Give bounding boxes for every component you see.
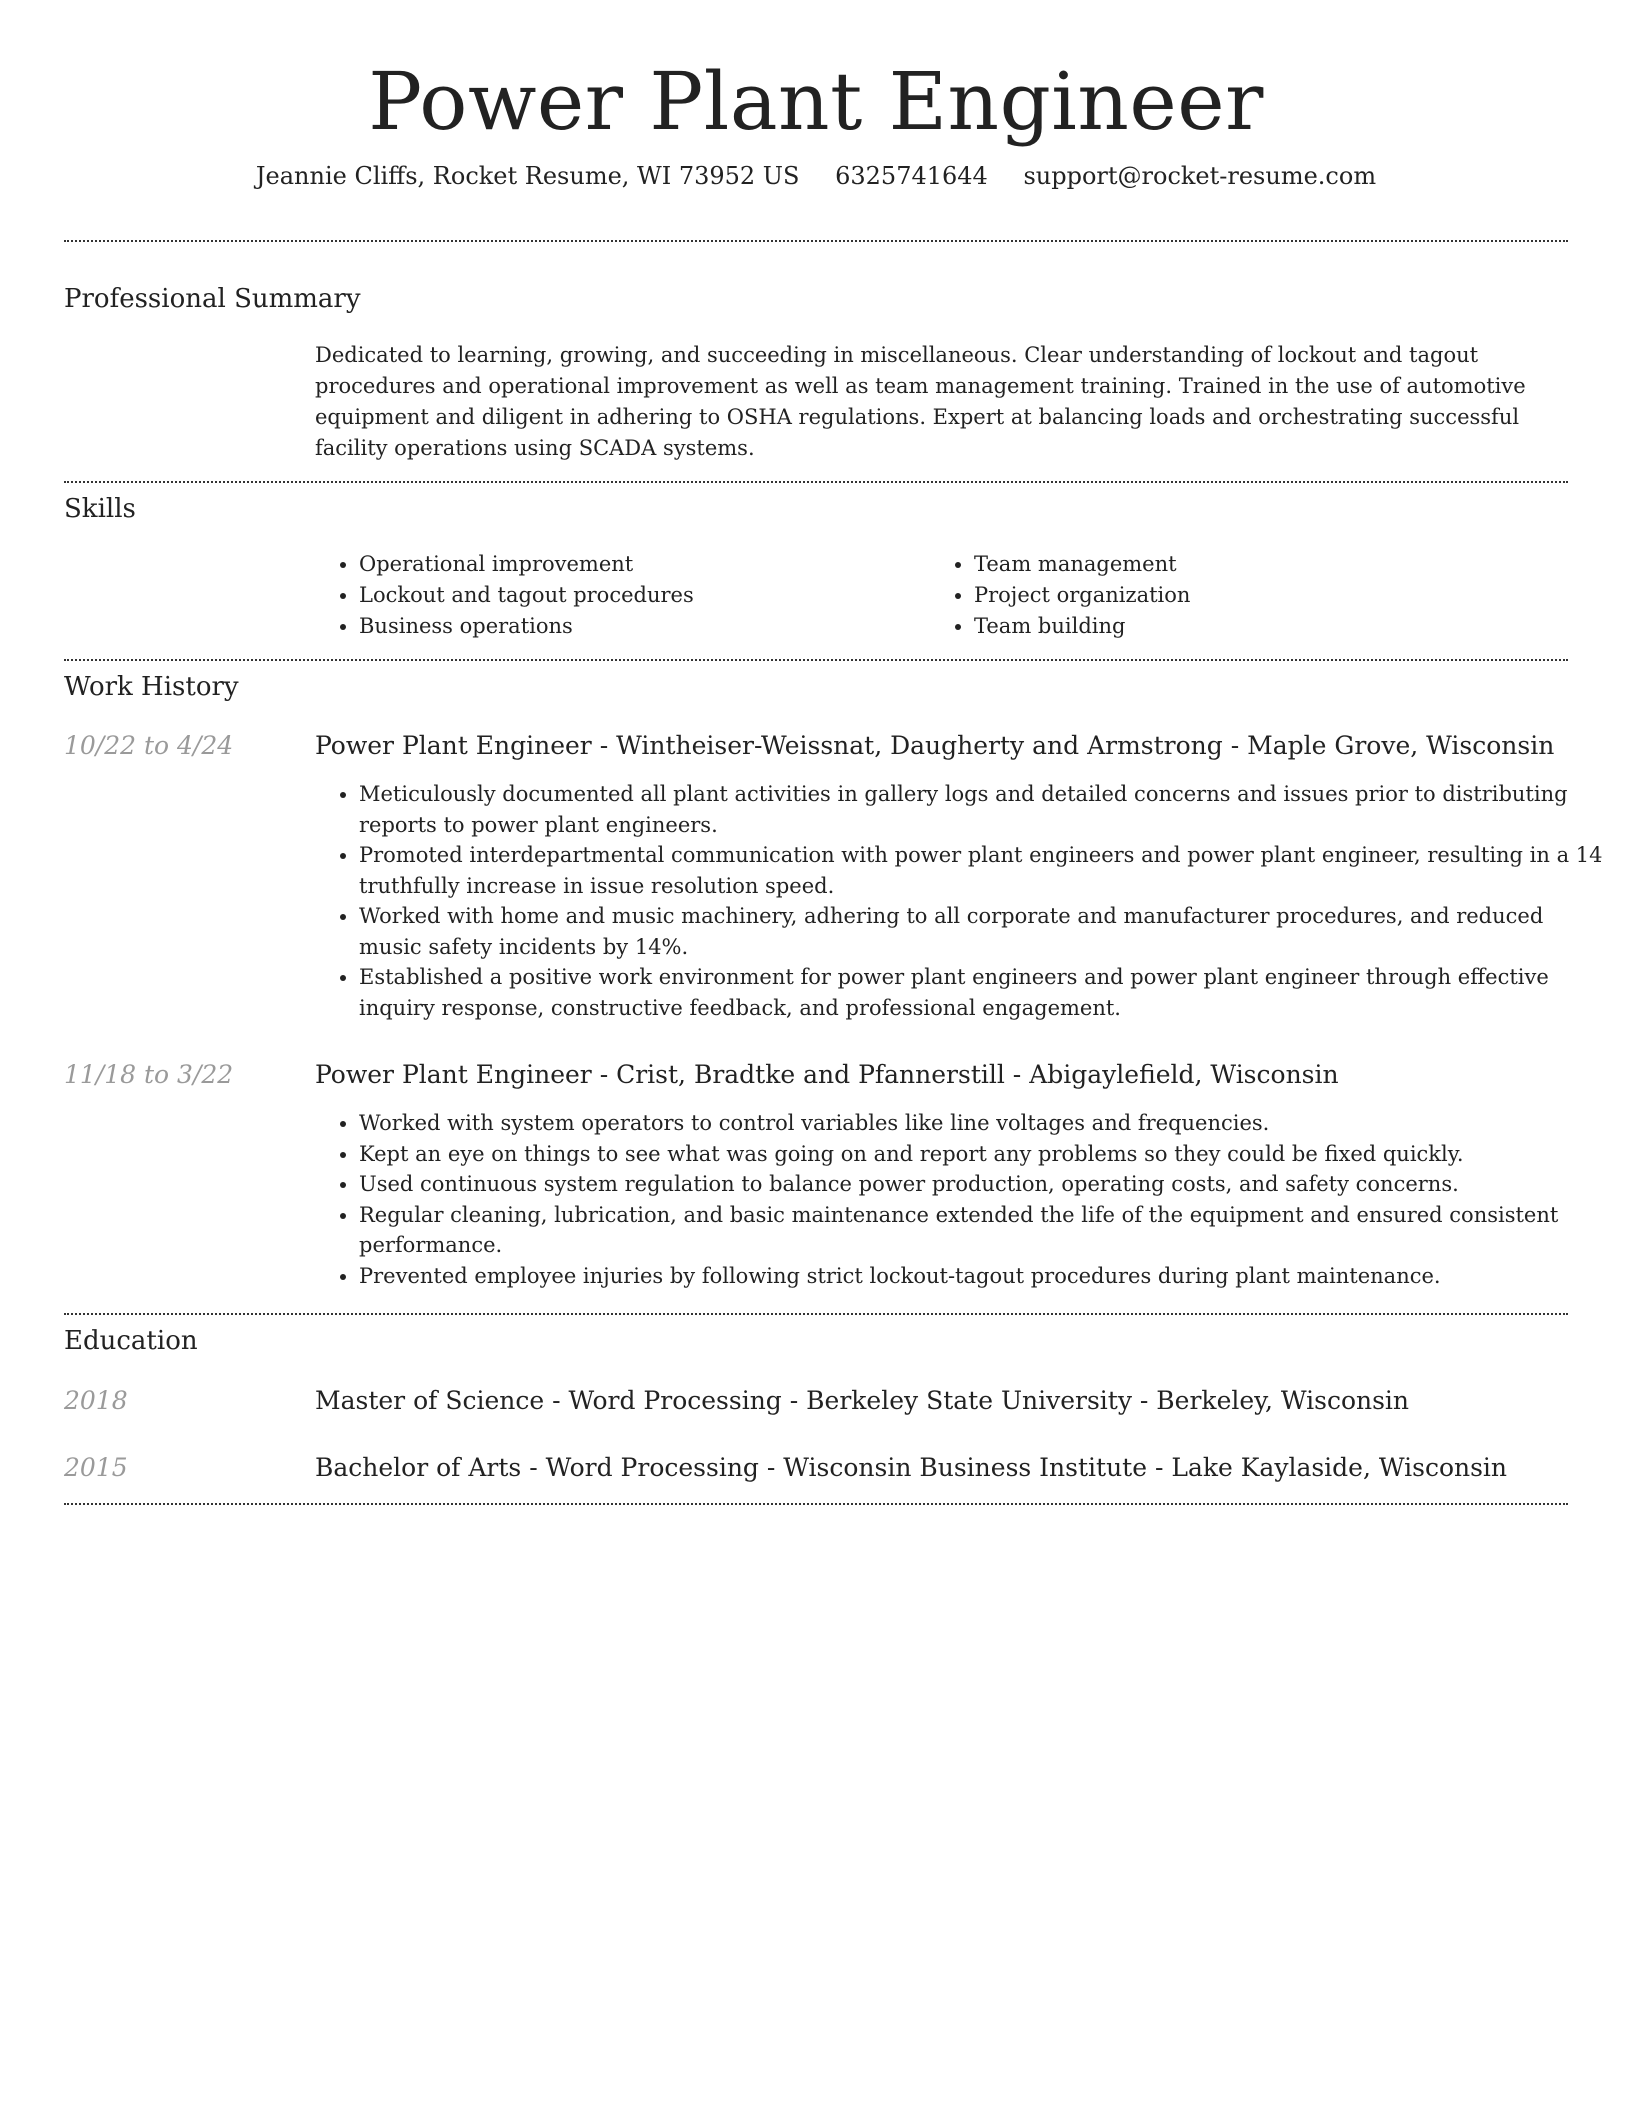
skill-item: • Team management bbox=[974, 549, 1574, 580]
job-bullet: • Promoted interdepartmental communication with power plant engineers and power plant engineer, resulting in a 14 truthfully increase in issue resolution speed. bbox=[359, 840, 1612, 901]
education-entry: Master of Science - Word Processing - Berkeley State University - Berkeley, Wisconsin bbox=[315, 1386, 1410, 1415]
job-bullet: • Established a positive work environment for power plant engineers and power plant engineer through effective inquiry response, constructive feedback, and professional engagement. bbox=[359, 962, 1612, 1023]
contact-phone: 6325741644 bbox=[835, 162, 988, 190]
skills-list-right bbox=[930, 549, 1574, 642]
job-dates: 10/22 to 4/24 bbox=[64, 731, 234, 760]
contact-line bbox=[64, 160, 1568, 192]
section-heading-summary: Professional Summary bbox=[64, 284, 361, 314]
job-bullet: • Used continuous system regulation to balance power production, operating costs, and safety concerns. bbox=[359, 1169, 1612, 1200]
education-entry: Bachelor of Arts - Word Processing - Wisconsin Business Institute - Lake Kaylaside, Wisconsin bbox=[315, 1453, 1508, 1482]
job-bullet: • Prevented employee injuries by following strict lockout-tagout procedures during plant maintenance. bbox=[359, 1261, 1612, 1292]
section-heading-skills: Skills bbox=[64, 494, 136, 524]
resume-title: Power Plant Engineer bbox=[368, 55, 1264, 148]
education-year: 2018 bbox=[64, 1386, 128, 1415]
job-title: Power Plant Engineer - Crist, Bradtke and Pfannerstill - Abigaylefield, Wisconsin bbox=[315, 1060, 1339, 1089]
skill-item: • Operational improvement bbox=[359, 549, 919, 580]
job-title: Power Plant Engineer - Wintheiser-Weissnat, Daugherty and Armstrong - Maple Grove, Wisconsin bbox=[315, 731, 1555, 760]
resume-page bbox=[64, 0, 1603, 1482]
job-dates: 11/18 to 3/22 bbox=[64, 1060, 234, 1089]
divider bbox=[64, 240, 1568, 242]
divider bbox=[64, 1503, 1568, 1505]
skill-item: • Project organization bbox=[974, 580, 1574, 611]
skills-list-left bbox=[315, 549, 919, 642]
job-bullet: • Regular cleaning, lubrication, and basic maintenance extended the life of the equipment and ensured consistent performance. bbox=[359, 1200, 1612, 1261]
divider bbox=[64, 481, 1568, 483]
section-heading-work: Work History bbox=[64, 672, 239, 702]
contact-address: Jeannie Cliffs, Rocket Resume, WI 73952 US bbox=[255, 162, 800, 190]
education-year: 2015 bbox=[64, 1453, 128, 1482]
divider bbox=[64, 659, 1568, 661]
summary-block bbox=[315, 340, 1568, 464]
job-bullet: • Worked with home and music machinery, adhering to all corporate and manufacturer procedures, and reduced music safety incidents by 14%. bbox=[359, 901, 1612, 962]
job-bullets bbox=[315, 1108, 1612, 1291]
skill-item: • Team building bbox=[974, 611, 1574, 642]
job-bullets bbox=[315, 779, 1612, 1023]
skill-item: • Lockout and tagout procedures bbox=[359, 580, 919, 611]
contact-email: support@rocket-resume.com bbox=[1023, 162, 1377, 190]
section-heading-education: Education bbox=[64, 1326, 198, 1356]
job-bullet: • Meticulously documented all plant activities in gallery logs and detailed concerns and issues prior to distributing reports to power plant engineers. bbox=[359, 779, 1612, 840]
job-bullet: • Worked with system operators to control variables like line voltages and frequencies. bbox=[359, 1108, 1612, 1139]
job-bullet: • Kept an eye on things to see what was going on and report any problems so they could be fixed quickly. bbox=[359, 1139, 1612, 1170]
divider bbox=[64, 1313, 1568, 1315]
summary-text: Dedicated to learning, growing, and succeeding in miscellaneous. Clear understanding of lockout and tagout procedures and operational improvement as well as team management training. Trained in the use of automotive equipment and diligent in adhering to OSHA regulations. Expert at balancing loads and orchestrating successful facility operations using SCADA systems. bbox=[315, 343, 1526, 460]
skill-item: • Business operations bbox=[359, 611, 919, 642]
